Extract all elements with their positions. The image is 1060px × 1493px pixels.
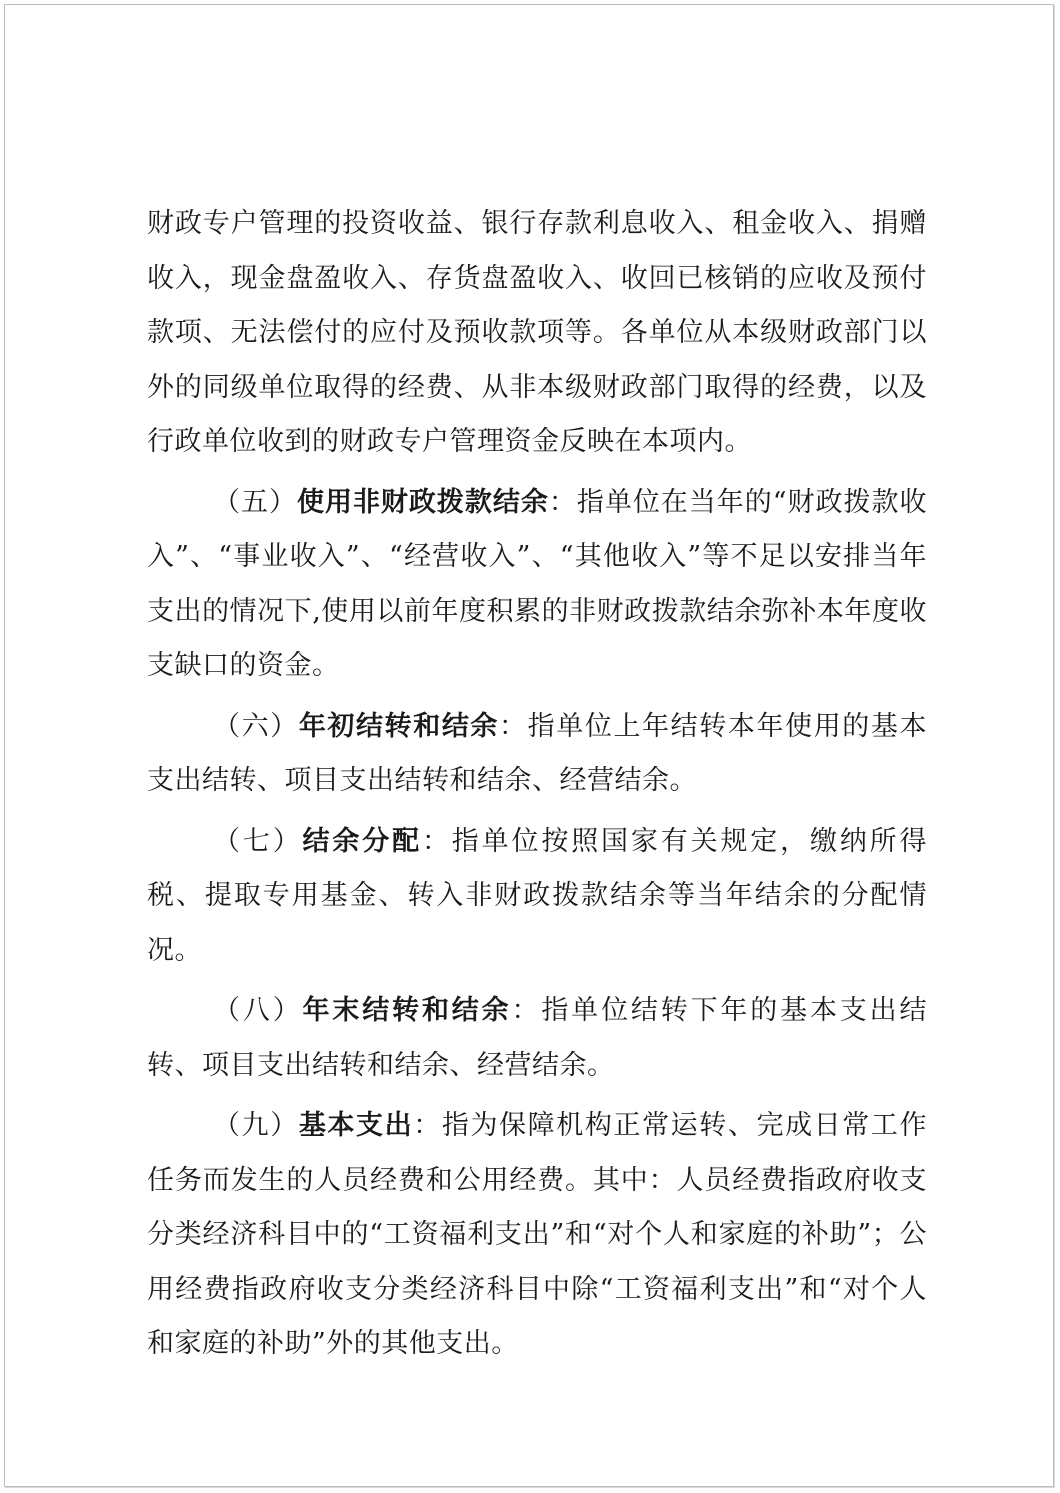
item-term: 年初结转和结余 [298, 710, 500, 742]
item-term: 结余分配 [302, 825, 422, 857]
paragraph-text: 财政专户管理的投资收益、银行存款利息收入、租金收入、捐赠收入，现金盘盈收入、存货盘盈收入、收回已核销的应收及预付款项、无法偿付的应付及预收款项等。各单位从本级财政部门以外的同级单位取得的经费、从非本级财政部门取得的经费，以及行政单位收到的财政专户管理资金反映在本项内。 [147, 208, 927, 457]
item-definition: ：指单位上年结转本年使用的基本支出结转、项目支出结转和结余、经营结余。 [147, 710, 928, 796]
item-number: （五） [213, 486, 297, 518]
item-number: （九） [213, 1110, 299, 1141]
item-definition: ：指单位按照国家有关规定，缴纳所得税、提取专用基金、转入非财政拨款结余等当年结余的分配情况。 [147, 825, 928, 966]
item-definition: ：指单位结转下年的基本支出结转、项目支出结转和结余、经营结余。 [147, 995, 928, 1081]
document-page [4, 4, 1054, 1487]
paragraph-item-6 [147, 700, 927, 809]
item-definition: ：指为保障机构正常运转、完成日常工作任务而发生的人员经费和公用经费。其中：人员经费指政府收支分类经济科目中的“工资福利支出”和“对个人和家庭的补助”；公用经费指政府收支分类经济科目中除“工资福利支出”和“对个人和家庭的补助”外的其他支出。 [147, 1110, 928, 1359]
document-body [147, 197, 927, 1378]
item-number: （七） [213, 825, 303, 857]
item-term: 使用非财政拨款结余 [296, 486, 549, 518]
paragraph-item-9 [147, 1099, 927, 1372]
paragraph-item-7 [147, 815, 927, 979]
item-term: 年末结转和结余 [302, 995, 512, 1026]
item-number: （八） [213, 995, 303, 1026]
paragraph-continuation [147, 197, 927, 470]
paragraph-item-5 [147, 476, 927, 694]
item-number: （六） [213, 710, 299, 742]
item-term: 基本支出 [298, 1110, 414, 1141]
item-definition: ：指单位在当年的“财政拨款收入”、“事业收入”、“经营收入”、“其他收入”等不足以安排当年支出的情况下,使用以前年度积累的非财政拨款结余弥补本年度收支缺口的资金。 [147, 486, 927, 681]
paragraph-item-8 [147, 984, 927, 1093]
